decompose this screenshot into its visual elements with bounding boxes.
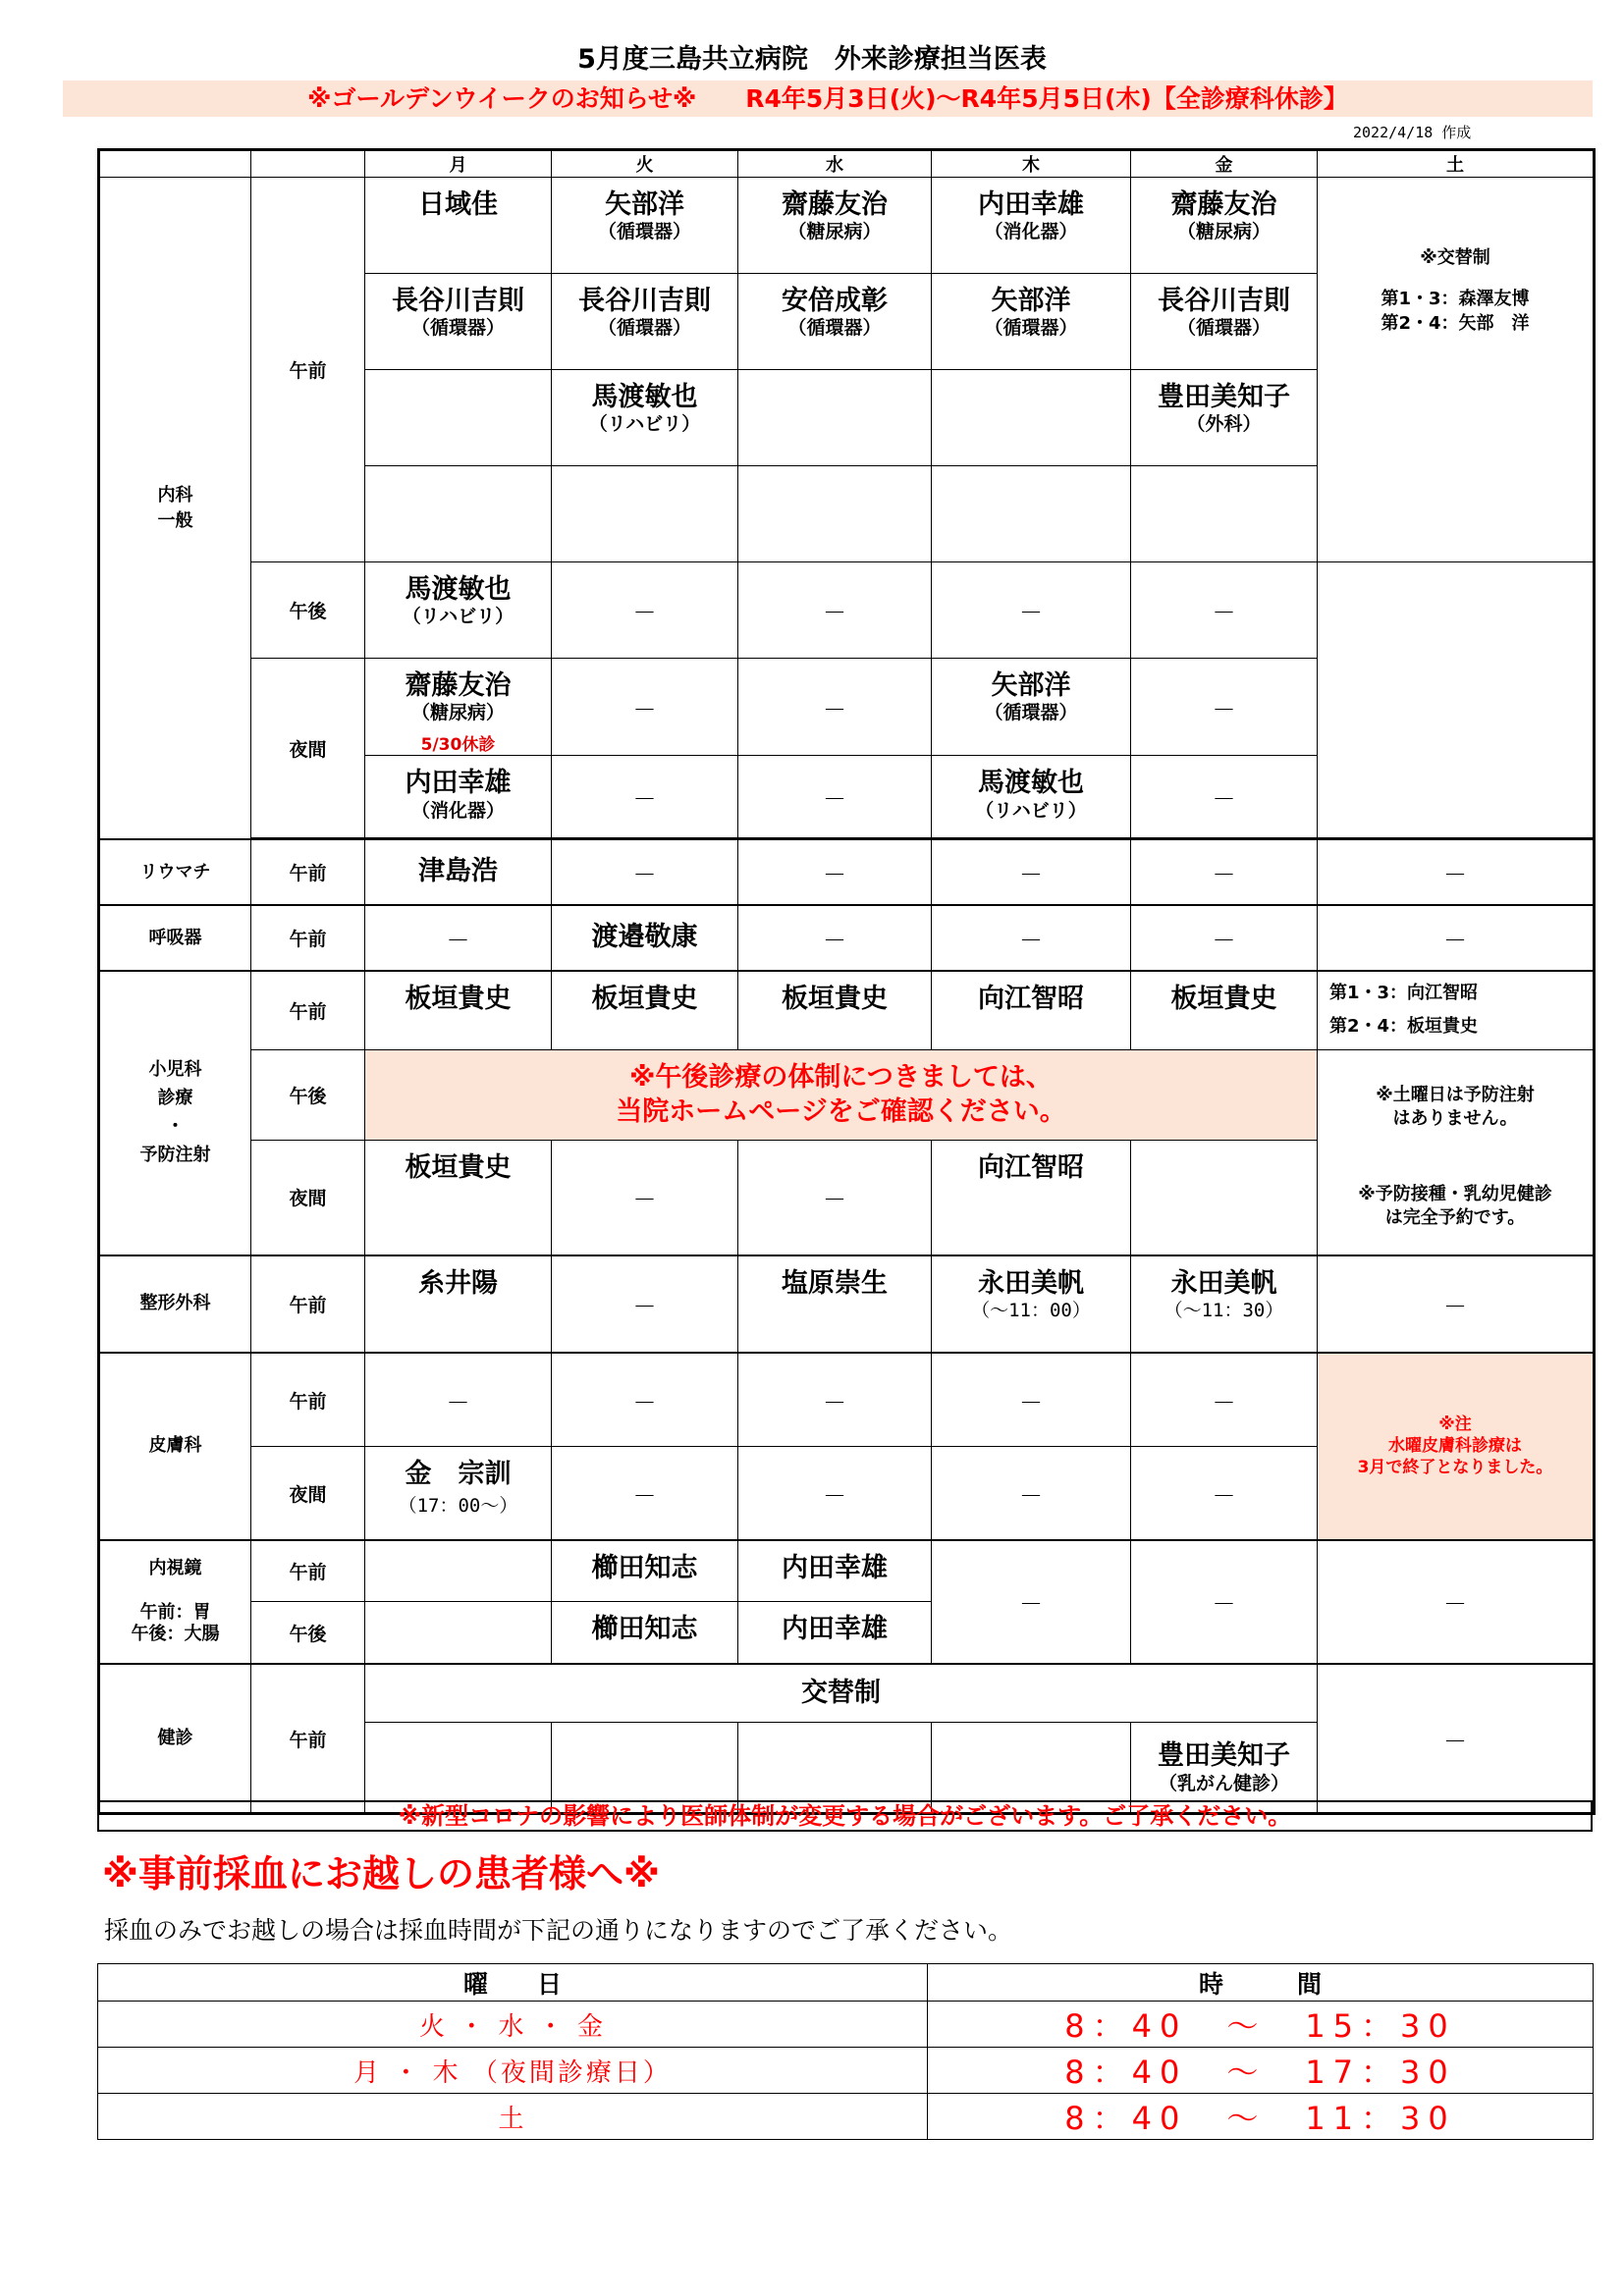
checkup-fri: 豊田美知子 （乳がん健診） — [1131, 1723, 1318, 1814]
internal-pm-label: 午後 — [251, 562, 365, 659]
resp-fri: － — [1131, 905, 1318, 971]
blood-time: 8：40 ～ 15：30 — [928, 2002, 1594, 2048]
internal-am-label: 午前 — [251, 178, 365, 562]
endo-am-mon — [365, 1540, 552, 1602]
checkup-rotation: 交替制 — [365, 1664, 1318, 1723]
dept-pediatrics: 小児科 診療 ・ 予防注射 — [99, 971, 251, 1255]
peds-am-wed: 板垣貴史 — [738, 971, 932, 1049]
rheum-sat: － — [1318, 839, 1595, 905]
resp-am-label: 午前 — [251, 905, 365, 971]
derm-night-tue: － — [552, 1447, 738, 1540]
peds-night-thu: 向江智昭 — [932, 1140, 1131, 1255]
ortho-sat: － — [1318, 1255, 1595, 1353]
internal-night-tue-2: － — [552, 756, 738, 838]
peds-pm-banner: ※午後診療の体制につきましては、 当院ホームページをご確認ください。 — [365, 1049, 1318, 1140]
internal-am-r3-thu — [932, 370, 1131, 466]
peds-sat-line1: 第1・3：向江智昭 — [1329, 983, 1479, 1004]
rheum-fri: － — [1131, 839, 1318, 905]
derm-am-mon: － — [365, 1353, 552, 1447]
peds-sat-notes — [1318, 1049, 1595, 1255]
dept-checkup: 健診 — [99, 1664, 251, 1814]
dept-endoscopy: 内視鏡 午前：胃 午後：大腸 — [99, 1540, 251, 1664]
internal-pm-wed: － — [738, 562, 932, 659]
rheum-mon: 津島浩 — [365, 839, 552, 905]
internal-pm-thu: － — [932, 562, 1131, 659]
checkup-sat: － — [1318, 1664, 1595, 1814]
internal-sat-title: ※交替制 — [1420, 247, 1490, 268]
peds-night-tue: － — [552, 1140, 738, 1255]
peds-pm-label: 午後 — [251, 1049, 365, 1140]
internal-am-r2-tue: 長谷川吉則 （循環器） — [552, 274, 738, 370]
internal-am-r3-mon — [365, 370, 552, 466]
peds-am-tue: 板垣貴史 — [552, 971, 738, 1049]
peds-night-wed: － — [738, 1140, 932, 1255]
internal-pm-night-sat — [1318, 562, 1595, 838]
internal-night-fri-1: － — [1131, 659, 1318, 756]
internal-night-label: 夜間 — [251, 659, 365, 838]
blood-subtitle: 採血のみでお越しの場合は採血時間が下記の通りになりますのでご了承ください。 — [104, 1916, 1013, 1945]
endo-pm-wed: 内田幸雄 — [738, 1602, 932, 1664]
internal-am-r4-fri — [1131, 466, 1318, 562]
internal-night-thu-2: 馬渡敏也 （リハビリ） — [932, 756, 1131, 838]
internal-sat-rotation — [1318, 178, 1595, 562]
peds-am-label: 午前 — [251, 971, 365, 1049]
peds-sat-am — [1318, 971, 1595, 1049]
dept-orthopedics: 整形外科 — [99, 1255, 251, 1353]
internal-am-r4-thu — [932, 466, 1131, 562]
blood-time: 8：40 ～ 17：30 — [928, 2048, 1594, 2094]
day-header-row — [99, 150, 1595, 178]
closed-note: 5/30休診 — [420, 735, 496, 756]
derm-am-tue: － — [552, 1353, 738, 1447]
blood-row — [98, 2094, 1594, 2140]
internal-am-r2-fri: 長谷川吉則 （循環器） — [1131, 274, 1318, 370]
corona-notice: ※新型コロナの影響により医師体制が変更する場合がございます。ご了承ください。 — [97, 1800, 1593, 1832]
derm-sat-note: ※注 水曜皮膚科診療は 3月で終了となりました。 — [1318, 1353, 1595, 1540]
rheum-tue: － — [552, 839, 738, 905]
internal-pm-mon: 馬渡敏也 （リハビリ） — [365, 562, 552, 659]
resp-wed: － — [738, 905, 932, 971]
header-mon: 月 — [365, 150, 552, 178]
dept-internal: 内科 一般 — [99, 178, 251, 840]
resp-thu: － — [932, 905, 1131, 971]
endo-pm-mon — [365, 1602, 552, 1664]
peds-sat-line2: 第2・4：板垣貴史 — [1329, 1016, 1479, 1038]
blood-day: 土 — [98, 2094, 928, 2140]
internal-am-r4-wed — [738, 466, 932, 562]
endo-thu: － — [932, 1540, 1131, 1664]
dept-respiratory: 呼吸器 — [99, 905, 251, 971]
internal-am-r1-mon: 日域佳 — [365, 178, 552, 274]
endo-sat: － — [1318, 1540, 1595, 1664]
peds-night-label: 夜間 — [251, 1140, 365, 1255]
peds-am-thu: 向江智昭 — [932, 971, 1131, 1049]
blood-title: ※事前採血にお越しの患者様へ※ — [102, 1852, 660, 1896]
derm-am-wed: － — [738, 1353, 932, 1447]
blood-header-day: 曜 日 — [98, 1964, 928, 2002]
endo-fri: － — [1131, 1540, 1318, 1664]
endo-pm-label: 午後 — [251, 1602, 365, 1664]
blood-day: 月 ・ 木 （夜間診療日） — [98, 2048, 928, 2094]
rheum-wed: － — [738, 839, 932, 905]
internal-am-r2-mon: 長谷川吉則 （循環器） — [365, 274, 552, 370]
internal-am-r2-thu: 矢部洋 （循環器） — [932, 274, 1131, 370]
internal-am-r4-mon — [365, 466, 552, 562]
header-tue: 火 — [552, 150, 738, 178]
internal-night-wed-2: － — [738, 756, 932, 838]
peds-night-mon: 板垣貴史 — [365, 1140, 552, 1255]
internal-night-tue-1: － — [552, 659, 738, 756]
derm-night-wed: － — [738, 1447, 932, 1540]
internal-am-r2-wed: 安倍成彰 （循環器） — [738, 274, 932, 370]
ortho-am-label: 午前 — [251, 1255, 365, 1353]
resp-mon: － — [365, 905, 552, 971]
internal-night-thu-1: 矢部洋 （循環器） — [932, 659, 1131, 756]
internal-night-mon-2: 内田幸雄 （消化器） — [365, 756, 552, 838]
endo-am-label: 午前 — [251, 1540, 365, 1602]
internal-am-r3-fri: 豊田美知子 （外科） — [1131, 370, 1318, 466]
blood-day: 火 ・ 水 ・ 金 — [98, 2002, 928, 2048]
peds-sat-note-vaccine: ※土曜日は予防注射 はありません。 — [1376, 1084, 1535, 1130]
internal-am-r4-tue — [552, 466, 738, 562]
blood-time: 8：40 ～ 11：30 — [928, 2094, 1594, 2140]
header-fri: 金 — [1131, 150, 1318, 178]
checkup-am-label: 午前 — [251, 1664, 365, 1814]
internal-sat-line1: 第1・3：森澤友博 — [1380, 289, 1530, 310]
peds-am-mon: 板垣貴史 — [365, 971, 552, 1049]
internal-am-r3-wed — [738, 370, 932, 466]
internal-sat-line2: 第2・4：矢部 洋 — [1380, 312, 1530, 334]
endo-am-wed: 内田幸雄 — [738, 1540, 932, 1602]
ortho-fri: 永田美帆 （～11：30） — [1131, 1255, 1318, 1353]
ortho-thu: 永田美帆 （～11：00） — [932, 1255, 1131, 1353]
internal-am-r1-tue: 矢部洋 （循環器） — [552, 178, 738, 274]
peds-am-fri: 板垣貴史 — [1131, 971, 1318, 1049]
internal-am-r1-fri: 齋藤友治 （糖尿病） — [1131, 178, 1318, 274]
derm-am-thu: － — [932, 1353, 1131, 1447]
header-blank-time — [251, 150, 365, 178]
header-blank-dept — [99, 150, 251, 178]
blood-header-time: 時 間 — [928, 1964, 1594, 2002]
resp-sat: － — [1318, 905, 1595, 971]
ortho-mon: 糸井陽 — [365, 1255, 552, 1353]
internal-night-mon-1: 齋藤友治 （糖尿病） 5/30休診 — [365, 659, 552, 756]
endo-am-tue: 櫛田知志 — [552, 1540, 738, 1602]
schedule-table — [97, 148, 1596, 1815]
resp-tue: 渡邉敬康 — [552, 905, 738, 971]
ortho-wed: 塩原崇生 — [738, 1255, 932, 1353]
blood-row — [98, 2002, 1594, 2048]
rheum-thu: － — [932, 839, 1131, 905]
dept-rheumatology: リウマチ — [99, 839, 251, 905]
internal-am-r1-wed: 齋藤友治 （糖尿病） — [738, 178, 932, 274]
blood-time-table — [97, 1963, 1594, 2140]
page-title: 5月度三島共立病院 外来診療担当医表 — [577, 44, 1047, 75]
blood-row — [98, 2048, 1594, 2094]
header-sat: 土 — [1318, 150, 1595, 178]
ortho-tue: － — [552, 1255, 738, 1353]
derm-night-thu: － — [932, 1447, 1131, 1540]
header-wed: 水 — [738, 150, 932, 178]
internal-am-r3-tue: 馬渡敏也 （リハビリ） — [552, 370, 738, 466]
created-date: 2022/4/18 作成 — [1353, 124, 1472, 141]
rheum-am-label: 午前 — [251, 839, 365, 905]
endo-pm-tue: 櫛田知志 — [552, 1602, 738, 1664]
peds-night-fri — [1131, 1140, 1318, 1255]
internal-pm-tue: － — [552, 562, 738, 659]
derm-night-label: 夜間 — [251, 1447, 365, 1540]
internal-pm-fri: － — [1131, 562, 1318, 659]
internal-night-wed-1: － — [738, 659, 932, 756]
derm-am-fri: － — [1131, 1353, 1318, 1447]
header-thu: 木 — [932, 150, 1131, 178]
internal-night-fri-2: － — [1131, 756, 1318, 838]
derm-am-label: 午前 — [251, 1353, 365, 1447]
dept-dermatology: 皮膚科 — [99, 1353, 251, 1540]
peds-sat-note-reservation: ※予防接種・乳幼児健診 は完全予約です。 — [1358, 1183, 1552, 1229]
derm-night-mon: 金 宗訓 （17：00～） — [365, 1447, 552, 1540]
internal-am-r1-thu: 内田幸雄 （消化器） — [932, 178, 1131, 274]
golden-week-notice: ※ゴールデンウイークのお知らせ※ R4年5月3日(火)～R4年5月5日(木)【全診療科休診】 — [63, 80, 1593, 117]
derm-night-fri: － — [1131, 1447, 1318, 1540]
